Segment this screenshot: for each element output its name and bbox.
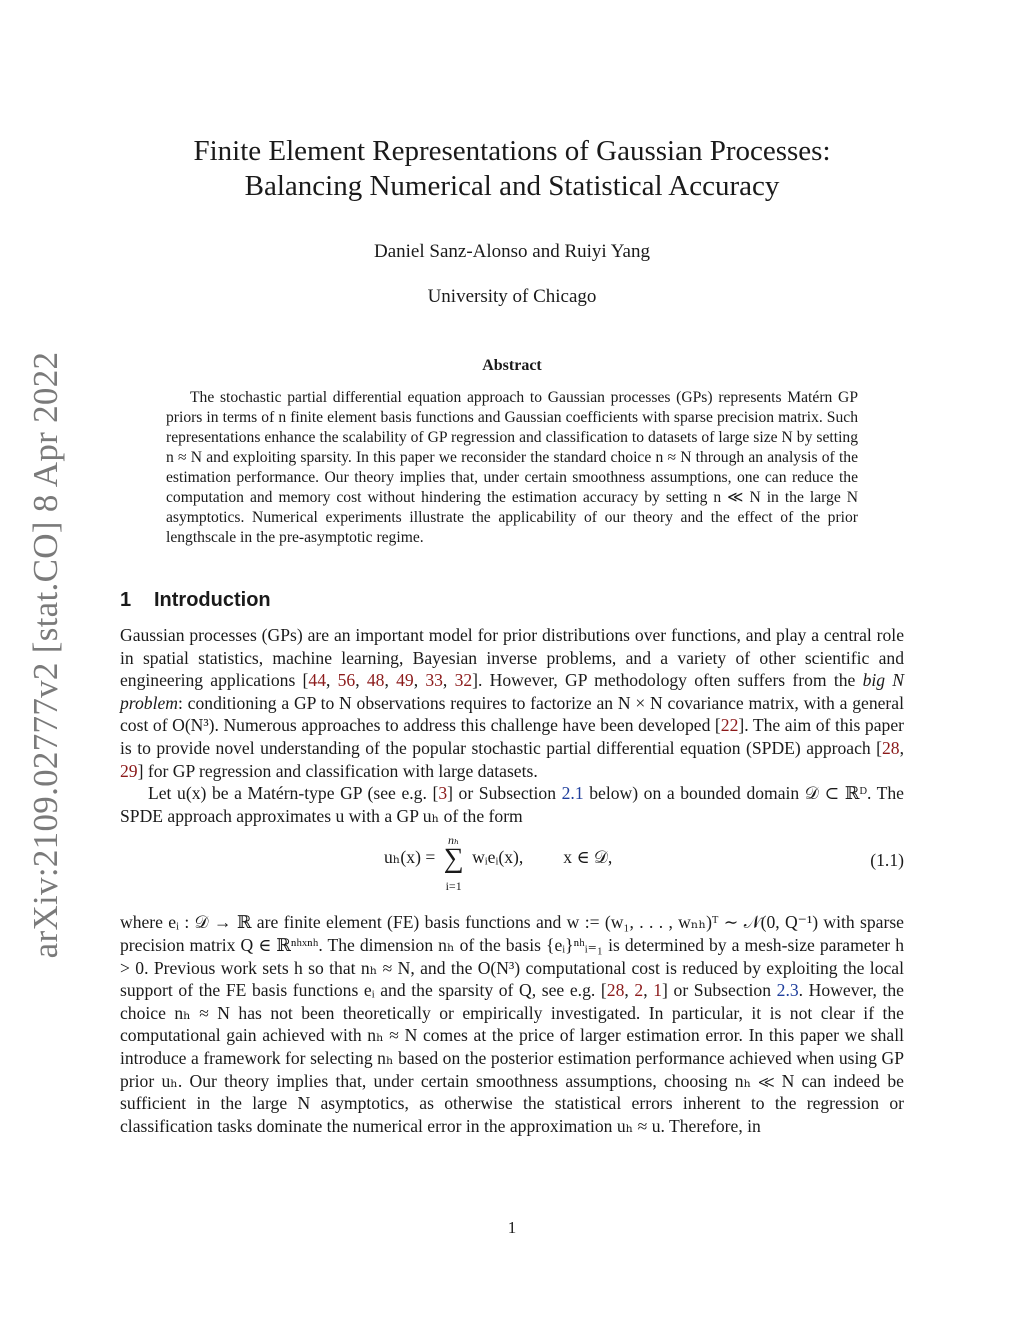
citation-link[interactable]: 28 <box>882 737 900 758</box>
abstract-text: The stochastic partial differential equation approach to Gaussian processes (GPs) represents Matérn GP priors in terms of n finite element basis functions and Gaussian coefficients with sparse precision matrix. Such representations enhance the scalability of GP regression and classification to datasets of large size N by setting n ≈ N and exploiting sparsity. In this paper we reconsider the standard choice n ≈ N through an analysis of the estimation performance. Our theory implies that, under certain smoothness assumptions, one can reduce the computation and memory cost without hindering the estimation accuracy by setting n ≪ N in the large N asymptotics. Numerical experiments illustrate the applicability of our theory and the effect of the prior lengthscale in the pre-asymptotic regime. <box>166 389 858 546</box>
text-run: ]. However, GP methodology often suffers from the <box>472 670 863 691</box>
citation-link[interactable]: 33 <box>425 670 443 691</box>
equation-condition: x ∈ 𝒟, <box>563 847 613 868</box>
title-line-1: Finite Element Representations of Gaussian Processes: <box>193 135 831 167</box>
text-run: Let u(x) be a Matérn-type GP (see e.g. [ <box>148 783 439 804</box>
citation-link[interactable]: 3 <box>438 783 448 804</box>
text-run: ]. The aim of this paper is to provide novel understanding of the popular stochastic partial differential equation (SPDE) approach [ <box>120 715 905 758</box>
section-title: Introduction <box>154 589 271 611</box>
equation-lhs: uₕ(x) = <box>384 847 440 868</box>
citation-link[interactable]: 22 <box>720 715 739 736</box>
citation-link[interactable]: 49 <box>396 670 414 691</box>
emphasis-text: big N problem <box>120 670 905 713</box>
text-run: ] or Subsection <box>447 783 562 804</box>
citation-link[interactable]: 44 <box>308 670 326 691</box>
citation-link[interactable]: 1 <box>653 980 663 1001</box>
section-number: 1 <box>120 589 132 611</box>
text-run: ] or Subsection <box>662 980 777 1001</box>
arxiv-identifier-stamp: arXiv:2109.02777v2 [stat.CO] 8 Apr 2022 <box>26 351 65 959</box>
citation-link[interactable]: 28 <box>606 980 625 1001</box>
text-run: ] for GP regression and classification with large datasets. <box>137 760 538 781</box>
subsection-link[interactable]: 2.1 <box>561 783 584 804</box>
summation-symbol <box>440 833 468 894</box>
citation-link[interactable]: 29 <box>120 760 138 781</box>
text-run: : conditioning a GP to N observations requires to factorize an N × N covariance matrix, with a general cost of O(N³). Numerous approaches to address this challenge have been developed [ <box>120 692 904 736</box>
equation-summand: wᵢeᵢ(x), <box>472 847 524 868</box>
sum-lower-limit: i=1 <box>445 879 462 894</box>
equation-1-1 <box>120 835 904 901</box>
text-run: Gaussian processes (GPs) are an important model for prior distributions over functions, and play a central role in spatial statistics, machine learning, Bayesian inverse problems, and a variety of other scientific and engineering applications [ <box>120 625 904 691</box>
abstract-body <box>166 388 858 548</box>
citation-link[interactable]: 48 <box>366 670 385 691</box>
section-heading <box>120 589 271 612</box>
paragraph-1: Gaussian processes (GPs) are an important model for prior distributions over functions, and play a central role in spatial statistics, machine learning, Bayesian inverse problems, and a variety of other scientific and engineering applications [44, 56, 48, 49, 33, 32]. However, GP methodology often suffers from the big N problem: conditioning a GP to N observations requires to factorize an N × N covariance matrix, with a general cost of O(N³). Numerous approaches to address this challenge have been developed [22]. The aim of this paper is to provide novel understanding of the popular stochastic partial differential equation (SPDE) approach [28, 29] for GP regression and classification with large datasets. <box>120 625 905 781</box>
citation-link[interactable]: 2 <box>634 980 644 1001</box>
citation-link[interactable]: 56 <box>337 670 356 691</box>
text-run: where eᵢ : 𝒟 → ℝ are finite element (FE) basis functions and w := (w₁, . . . , wₙₕ)ᵀ ∼ 𝒩(0, Q⁻¹) with sparse precision matrix Q ∈ ℝⁿʰˣⁿʰ. The dimension nₕ of the basis {eᵢ}ⁿʰᵢ₌₁ is determined by a mesh-size parameter h > 0. Previous work sets h so that nₕ ≈ N, and the O(N³) computational cost is reduced by exploiting the local support of the FE basis functions eᵢ and the sparsity of Q, see e.g. [ <box>120 912 904 1001</box>
paper-title <box>0 134 1024 204</box>
equation-body <box>384 833 613 894</box>
citation-link[interactable]: 32 <box>454 670 473 691</box>
paragraph-2 <box>120 782 904 827</box>
page-number: 1 <box>507 1218 517 1237</box>
paragraph-3: where eᵢ : 𝒟 → ℝ are finite element (FE) basis functions and w := (w₁, . . . , wₙₕ)ᵀ ∼ 𝒩(0, Q⁻¹) with sparse precision matrix Q ∈ ℝⁿʰˣⁿʰ. The dimension nₕ of the basis {eᵢ}ⁿʰᵢ₌₁ is determined by a mesh-size parameter h > 0. Previous work sets h so that nₕ ≈ N, and the O(N³) computational cost is reduced by exploiting the local support of the FE basis functions eᵢ and the sparsity of Q, see e.g. [28, 2, 1] or Subsection 2.3. However, the choice nₕ ≈ N has not been theoretically or empirically investigated. In particular, it is not clear if the computational gain achieved with nₕ ≈ N comes at the price of larger estimation error. In this paper we shall introduce a framework for selecting nₕ based on the posterior estimation performance achieved when using GP prior uₕ. Our theory implies that, under certain smoothness assumptions, choosing nₕ ≪ N can indeed be sufficient in the large N asymptotics, as otherwise the statistical errors inherent to the regression or classification tasks dominate the numerical error in the approximation uₕ ≈ u. Therefore, in <box>120 912 904 1136</box>
equation-number: (1.1) <box>870 850 904 871</box>
introduction-body <box>120 624 904 1137</box>
sigma-glyph: ∑ <box>443 843 464 875</box>
title-line-2: Balancing Numerical and Statistical Accuracy <box>244 170 780 202</box>
text-run: . However, the choice nₕ ≈ N has not been theoretically or empirically investigated. In particular, it is not clear if the computational gain achieved with nₕ ≈ N comes at the price of larger estimation error. In this paper we shall introduce a framework for selecting nₕ based on the posterior estimation performance achieved when using GP prior uₕ. Our theory implies that, under certain smoothness assumptions, choosing nₕ ≪ N can indeed be sufficient in the large N asymptotics, as otherwise the statistical errors inherent to the regression or classification tasks dominate the numerical error in the approximation uₕ ≈ u. Therefore, in <box>120 980 904 1136</box>
subsection-link[interactable]: 2.3 <box>776 980 799 1001</box>
text-run: below) on a bounded domain 𝒟 ⊂ ℝᴰ. The SPDE approach approximates u with a GP uₕ of the form <box>120 783 904 826</box>
abstract-heading: Abstract <box>482 357 542 374</box>
affiliation: University of Chicago <box>427 286 597 307</box>
sum-upper-limit: nₕ <box>448 833 460 848</box>
author-list: Daniel Sanz-Alonso and Ruiyi Yang <box>373 241 650 262</box>
